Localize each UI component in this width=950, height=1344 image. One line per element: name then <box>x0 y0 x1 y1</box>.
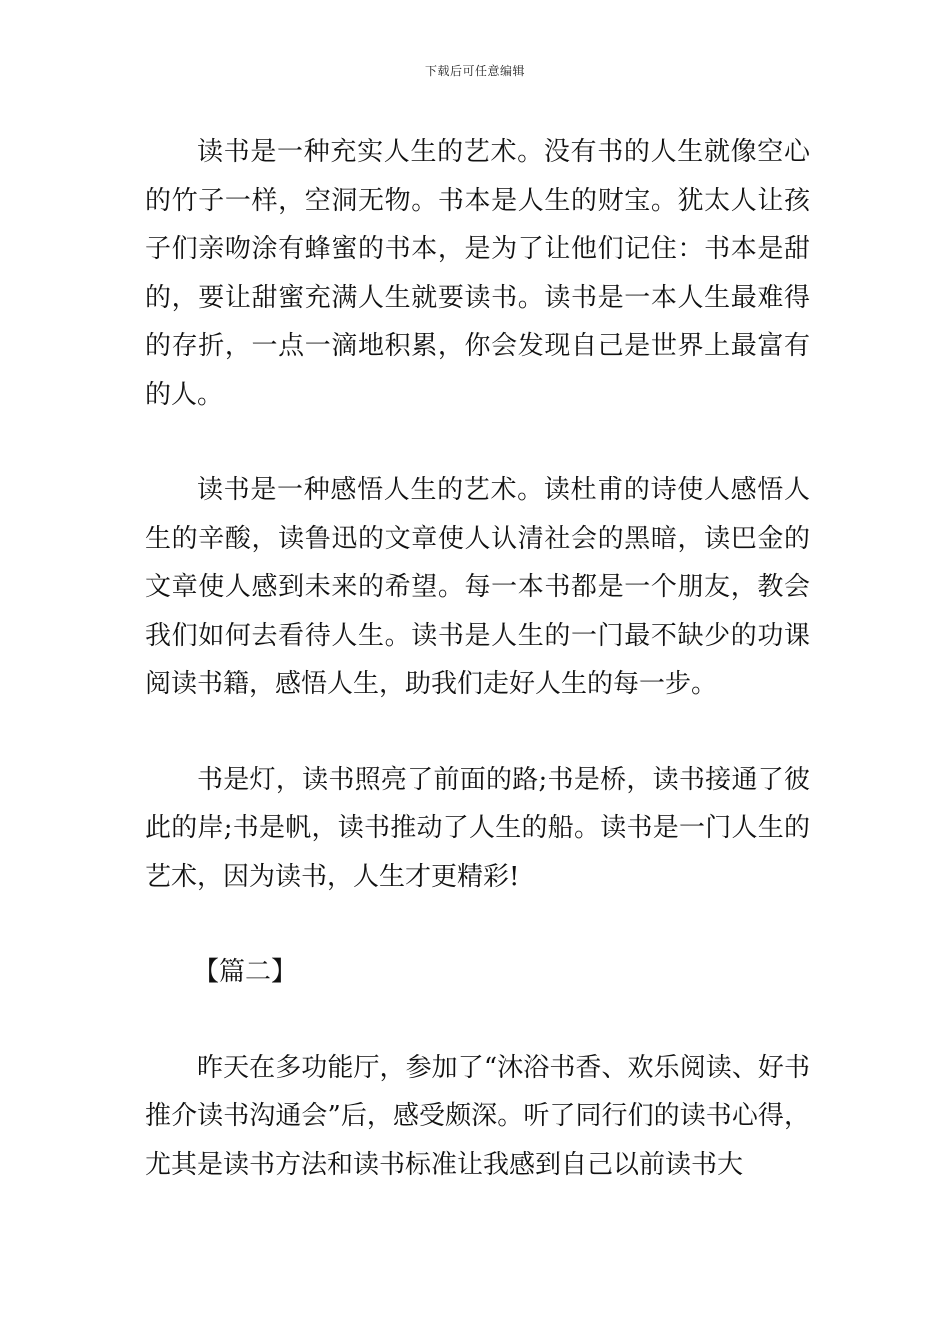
paragraph-gap <box>145 709 810 756</box>
section-heading: 【篇二】 <box>193 957 298 987</box>
paragraph-gap <box>145 997 810 1044</box>
paragraph-2: 读书是一种感悟人生的艺术。读杜甫的诗使人感悟人生的辛酸，读鲁迅的文章使人认清社会的黑暗，读巴金的文章使人感到未来的希望。每一本书都是一个朋友，教会我们如何去看待人生。读书是人生的一门最不缺少的功课阅读书籍，感悟人生，助我们走好人生的每一步。 <box>145 475 810 699</box>
section-paragraph-1: 昨天在多功能厅，参加了“沐浴书香、欢乐阅读、好书推介读书沟通会”后，感受颇深。听了同行们的读书心得，尤其是读书方法和读书标准让我感到自己以前读书大 <box>145 1052 810 1180</box>
paragraph-3: 书是灯，读书照亮了前面的路;书是桥，读书接通了彼此的岸;书是帆，读书推动了人生的船。读书是一门人生的艺术，因为读书，人生才更精彩! <box>145 764 810 892</box>
page-header-note: 下载后可任意编辑 <box>424 64 525 78</box>
paragraph-gap <box>145 419 810 466</box>
paragraph-gap <box>145 901 810 948</box>
paragraph-1: 读书是一种充实人生的艺术。没有书的人生就像空心的竹子一样，空洞无物。书本是人生的财宝。犹太人让孩子们亲吻涂有蜂蜜的书本，是为了让他们记住：书本是甜的，要让甜蜜充满人生就要读书。读书是一本人生最难得的存折，一点一滴地积累，你会发现自己是世界上最富有的人。 <box>145 137 810 410</box>
document-body <box>145 128 810 1189</box>
